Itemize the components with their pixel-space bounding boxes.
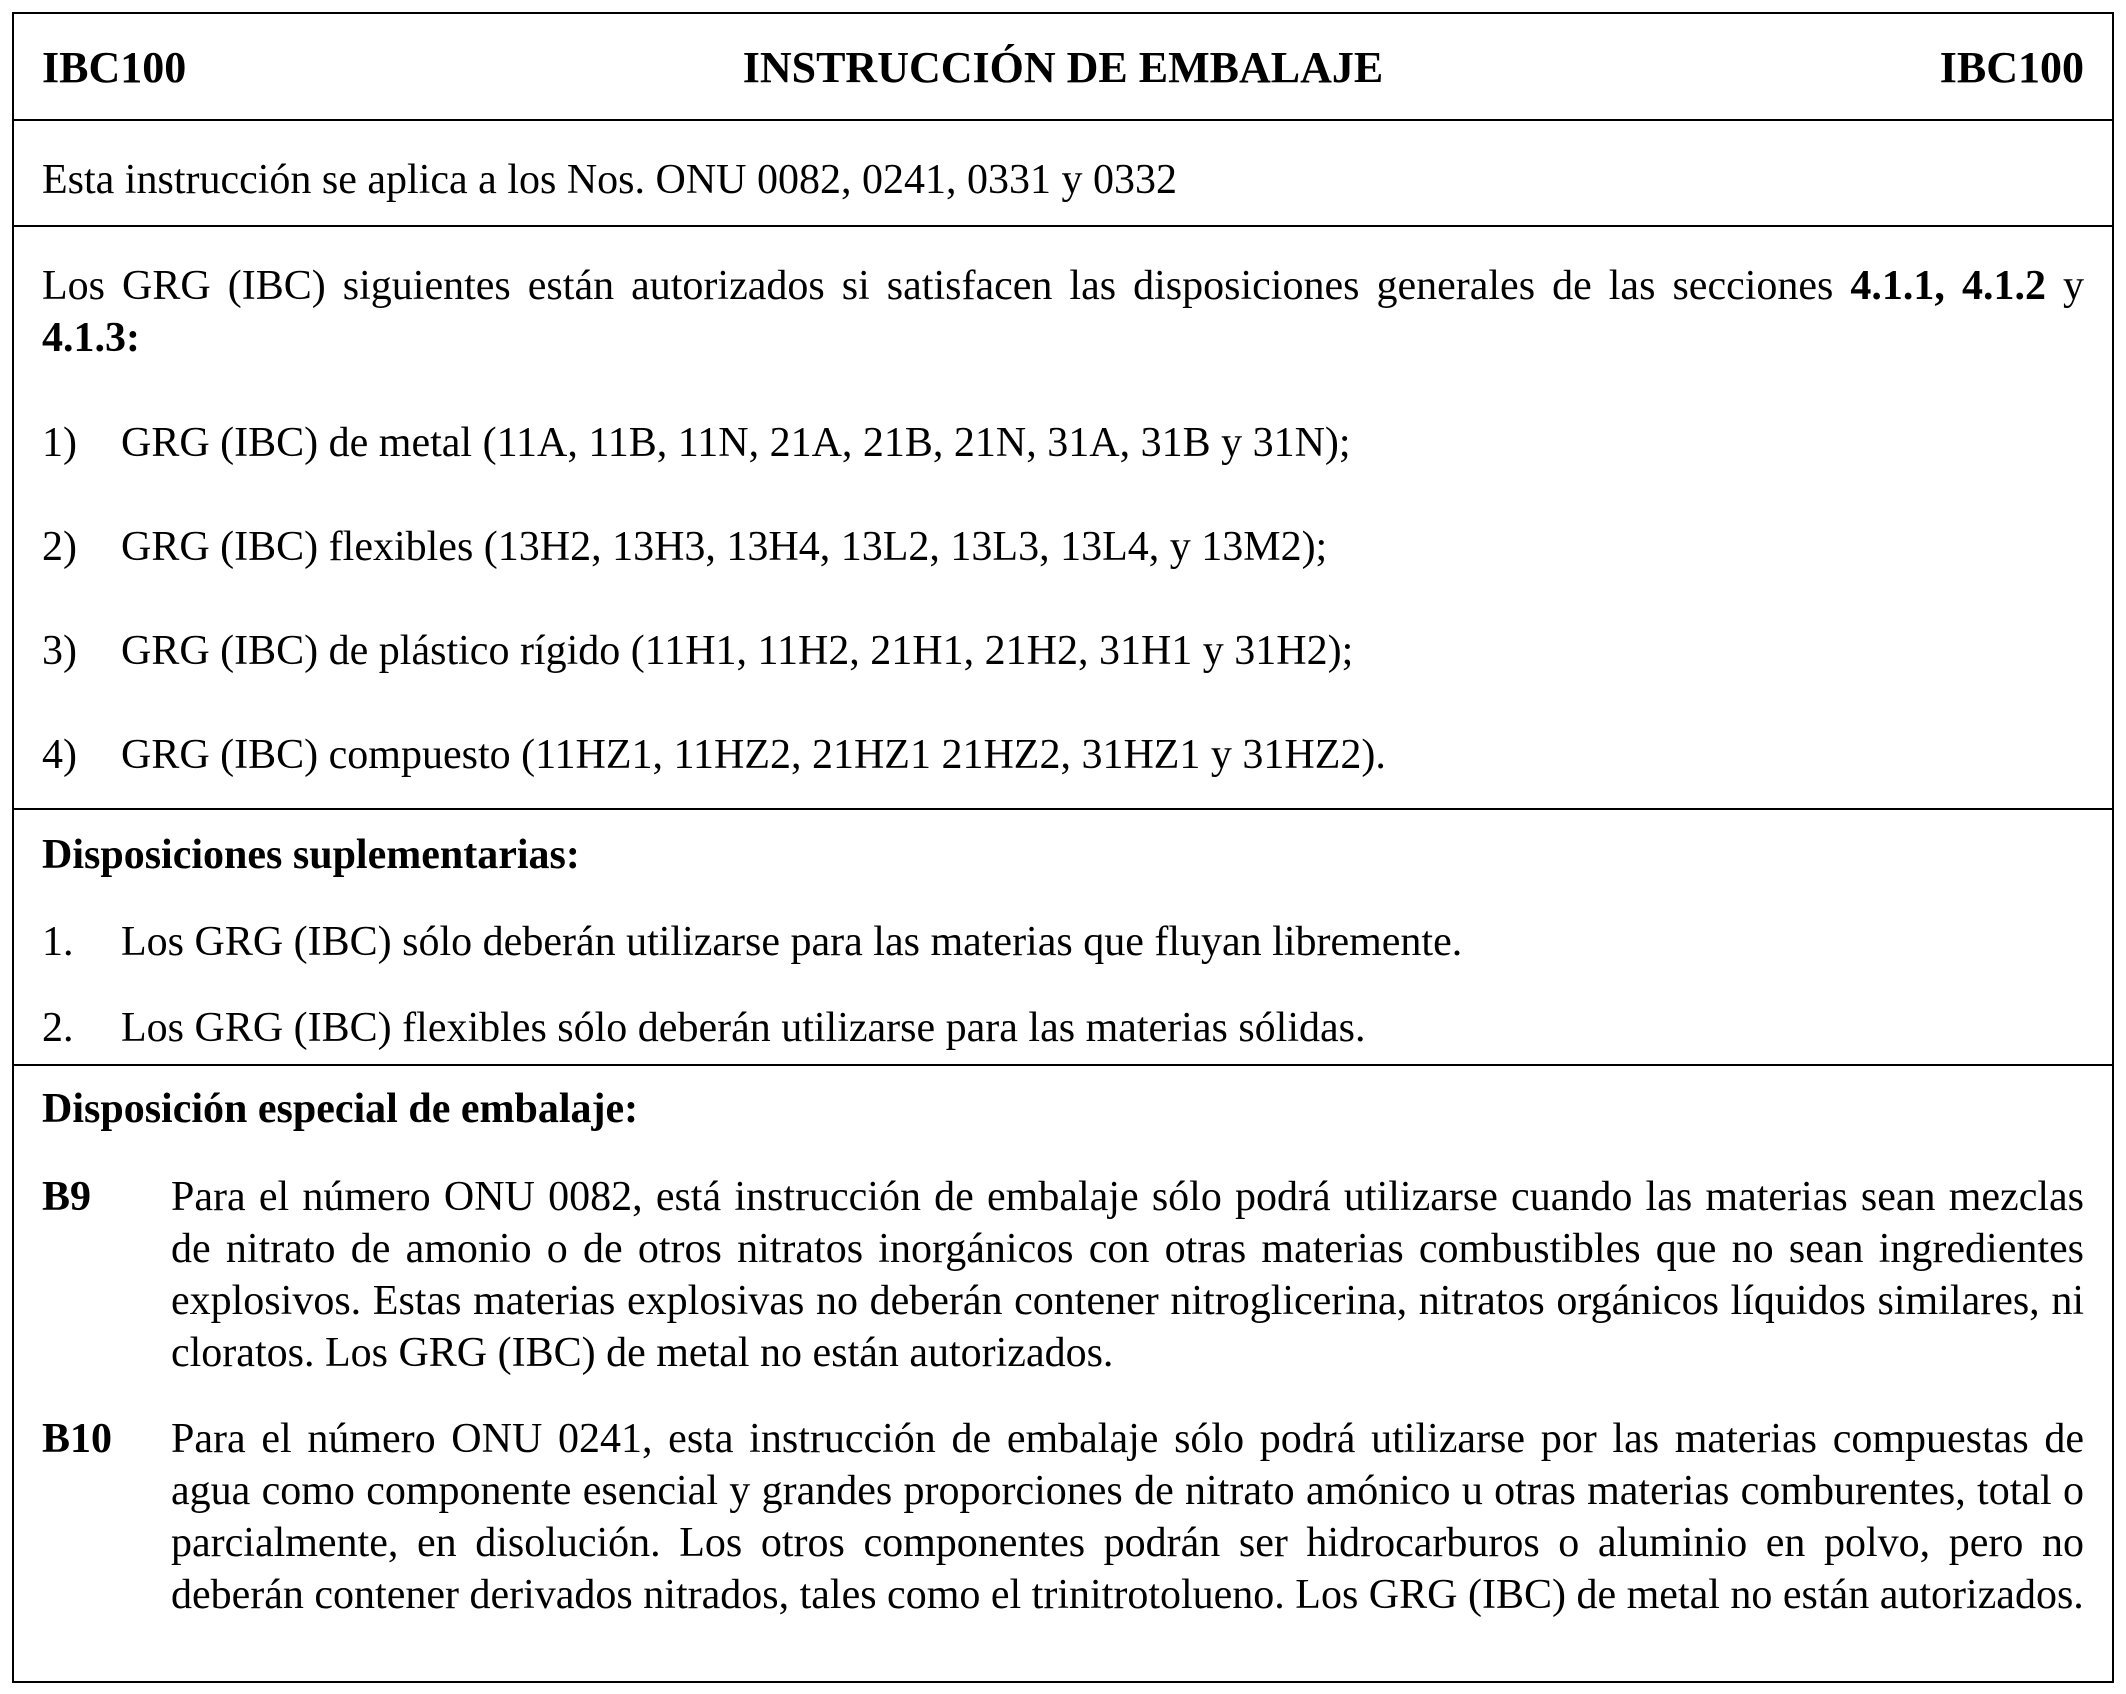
- list-item-text: Los GRG (IBC) sólo deberán utilizarse para las materias que fluyan libremente.: [121, 919, 1463, 965]
- instruction-code-right: IBC100: [1939, 43, 2084, 92]
- authorized-statement: [42, 260, 2084, 364]
- section-ref: 4.1.3:: [42, 315, 140, 361]
- provision-code: B10: [42, 1416, 113, 1462]
- provision-code: B9: [42, 1174, 92, 1220]
- provision-text: Para el número ONU 0082, está instrucción de embalaje sólo podrá utilizarse cuando las materias sean mezclas de nitrato de amonio o de otros nitratos inorgánicos con otras materias combustibles que no sean ingredientes explosivos. Estas materias explosivas no deberán contener nitroglicerina, nitratos orgánicos líquidos similares, ni cloratos. Los GRG (IBC) de metal no están autorizados.: [171, 1174, 2084, 1376]
- list-item: [14, 916, 2112, 968]
- list-item-text: GRG (IBC) compuesto (11HZ1, 11HZ2, 21HZ1 21HZ2, 31HZ1 y 31HZ2).: [121, 732, 1386, 778]
- list-item-number: 2): [42, 524, 77, 570]
- authorized-connector: y: [2045, 263, 2085, 309]
- list-item-number: 4): [42, 732, 77, 778]
- list-item-text: GRG (IBC) de plástico rígido (11H1, 11H2, 21H1, 21H2, 31H1 y 31H2);: [121, 628, 1354, 674]
- list-item-number: 2.: [42, 1005, 74, 1051]
- list-item: [14, 625, 2112, 677]
- special-provision-item: [14, 1171, 2112, 1386]
- provision-text: Para el número ONU 0241, esta instrucción de embalaje sólo podrá utilizarse por las materias compuestas de agua como componente esencial y grandes proporciones de nitrato amónico u otras materias comburentes, total o parcialmente, en disolución. Los otros componentes podrán ser hidrocarburos o aluminio en polvo, pero no deberán contener derivados nitrados, tales como el trinitrotolueno. Los GRG (IBC) de metal no están autorizados.: [171, 1416, 2084, 1618]
- list-item: [14, 1002, 2112, 1054]
- packing-instruction-table: [12, 12, 2114, 1683]
- list-item: [14, 521, 2112, 573]
- divider: [14, 808, 2112, 810]
- list-item: [14, 729, 2112, 781]
- divider: [14, 225, 2112, 227]
- list-item-number: 1): [42, 420, 77, 466]
- header-row: [14, 14, 2112, 119]
- divider: [14, 119, 2112, 121]
- list-item-number: 1.: [42, 919, 74, 965]
- list-item: [14, 417, 2112, 469]
- authorized-text: Los GRG (IBC) siguientes están autorizados si satisfacen las disposiciones generales de las secciones: [42, 263, 1851, 309]
- divider: [14, 1064, 2112, 1066]
- instruction-code-left: IBC100: [42, 43, 187, 92]
- special-provision-item: [14, 1413, 2112, 1678]
- section-ref: 4.1.2: [1961, 263, 2046, 309]
- list-item-text: GRG (IBC) flexibles (13H2, 13H3, 13H4, 13L2, 13L3, 13L4, y 13M2);: [121, 524, 1328, 570]
- applies-to-text: Esta instrucción se aplica a los Nos. ONU 0082, 0241, 0331 y 0332: [42, 157, 1178, 203]
- section-ref: 4.1.1,: [1850, 263, 1945, 309]
- list-item-text: GRG (IBC) de metal (11A, 11B, 11N, 21A, 21B, 21N, 31A, 31B y 31N);: [121, 420, 1351, 466]
- list-item-number: 3): [42, 628, 77, 674]
- instruction-title: INSTRUCCIÓN DE EMBALAJE: [742, 43, 1384, 92]
- special-provision-heading: Disposición especial de embalaje:: [42, 1086, 639, 1132]
- list-item-text: Los GRG (IBC) flexibles sólo deberán utilizarse para las materias sólidas.: [121, 1005, 1366, 1051]
- supplementary-heading: Disposiciones suplementarias:: [42, 832, 580, 878]
